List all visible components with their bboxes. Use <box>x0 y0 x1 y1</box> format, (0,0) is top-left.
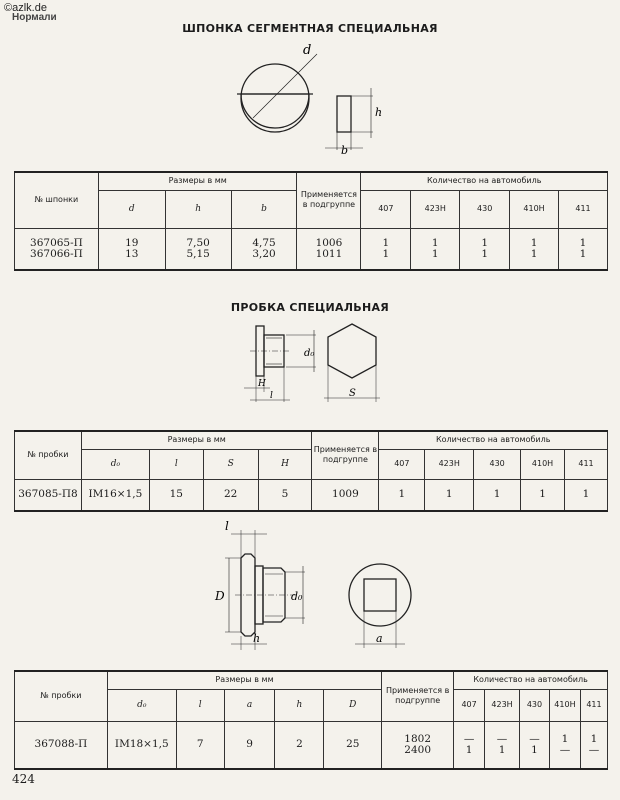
plug2-D: 25 <box>324 721 382 769</box>
plug2-col-407: 407 <box>454 689 485 721</box>
plug1-S: 22 <box>203 479 258 511</box>
plug1-H-label: H <box>258 379 266 389</box>
key-b-1: 4,75 <box>252 236 276 249</box>
plug2-qty-430-2: 1 <box>531 743 538 756</box>
plug1-col-l: l <box>149 449 203 479</box>
plug1-table <box>14 430 608 512</box>
plug2-l: 7 <box>176 721 224 769</box>
plug1-col-410h: 410Н <box>521 449 565 479</box>
table-row <box>15 228 608 270</box>
plug1-header-applied: Применяется в подгруппе <box>312 431 379 479</box>
key-qty-1-410h: 1 <box>530 236 538 249</box>
plug2-l-label: l <box>225 519 229 533</box>
key-header-sizes: Размеры в мм <box>98 172 297 190</box>
key-group-2: 1011 <box>315 247 343 260</box>
key-d-1: 19 <box>125 236 139 249</box>
plug1-col-S: S <box>203 449 258 479</box>
key-group-1: 1006 <box>315 236 343 249</box>
key-qty-2-430: 1 <box>481 247 488 260</box>
plug2-col-D: D <box>324 689 382 721</box>
plug2-col-l: l <box>176 689 224 721</box>
plug1-col-430: 430 <box>474 449 521 479</box>
plug1-header-sizes: Размеры в мм <box>81 431 312 449</box>
plug2-qty-407-1: — <box>463 732 475 745</box>
key-d-2: 13 <box>125 247 139 260</box>
plug2-header-quantity: Количество на автомобиль <box>454 671 608 689</box>
plug1-qty-410h: 1 <box>521 479 565 511</box>
plug1-col-H: H <box>258 449 312 479</box>
plug2-a: 9 <box>224 721 275 769</box>
plug1-header-quantity: Количество на автомобиль <box>379 431 608 449</box>
plug1-S-label: S <box>349 388 356 399</box>
plug2-header-part-no: № пробки <box>15 671 108 721</box>
plug1-qty-423h: 1 <box>425 479 474 511</box>
plug2-qty-410h-2: — <box>559 743 571 756</box>
key-title: ШПОНКА СЕГМЕНТНАЯ СПЕЦИАЛЬНАЯ <box>182 22 438 35</box>
plug2-col-411: 411 <box>580 689 607 721</box>
watermark: ©azlk.de <box>4 2 47 14</box>
plug1-header-part-no: № пробки <box>15 431 82 479</box>
plug2-qty-411-2: — <box>588 743 600 756</box>
page-number: 424 <box>12 772 35 786</box>
key-part-1: 367065-П <box>30 236 83 249</box>
key-qty-2-423h: 1 <box>431 247 439 260</box>
key-qty-1-423h: 1 <box>431 236 439 249</box>
plug2-col-430: 430 <box>520 689 550 721</box>
key-b-2: 3,20 <box>252 247 276 260</box>
plug2-qty-423h-2: 1 <box>498 743 506 756</box>
key-h-1: 7,50 <box>186 236 210 249</box>
plug1-col-407: 407 <box>379 449 425 479</box>
plug1-qty-407: 1 <box>379 479 425 511</box>
key-col-h: h <box>165 190 231 228</box>
plug2-header-applied: Применяется в подгруппе <box>382 671 454 721</box>
key-qty-2-407: 1 <box>382 247 390 260</box>
plug2-group-2: 2400 <box>404 743 432 756</box>
plug2-header-sizes: Размеры в мм <box>107 671 381 689</box>
plug2-part: 367088-П <box>15 721 108 769</box>
key-header-applied: Применяется в подгруппе <box>297 172 361 228</box>
plug2-col-410h: 410Н <box>549 689 580 721</box>
plug2-qty-407-2: 1 <box>465 743 473 756</box>
plug2-qty-410h-1: 1 <box>561 732 569 745</box>
key-col-d: d <box>98 190 165 228</box>
key-drawing <box>225 38 405 156</box>
plug1-qty-411: 1 <box>565 479 608 511</box>
plug1-d0-label: d₀ <box>304 348 315 359</box>
table-row <box>15 721 608 769</box>
table-row <box>15 479 608 511</box>
key-col-410h: 410Н <box>510 190 559 228</box>
key-header-part-no: № шпонки <box>15 172 99 228</box>
key-b-label: b <box>341 144 349 156</box>
plug2-col-h: h <box>275 689 324 721</box>
plug2-group-1: 1802 <box>404 732 432 745</box>
plug1-group: 1009 <box>312 479 379 511</box>
section-label: Нормали <box>12 12 57 23</box>
plug2-col-d0: d₀ <box>107 689 176 721</box>
plug1-part: 367085-П8 <box>15 479 82 511</box>
plug1-title: ПРОБКА СПЕЦИАЛЬНАЯ <box>230 301 390 314</box>
key-qty-1-411: 1 <box>579 236 587 249</box>
plug2-qty-423h-1: — <box>496 732 508 745</box>
key-qty-2-410h: 1 <box>530 247 538 260</box>
key-h-label: h <box>375 106 383 119</box>
key-col-407: 407 <box>361 190 411 228</box>
key-part-2: 367066-П <box>30 247 83 260</box>
key-d-label: d <box>303 43 312 58</box>
key-col-423h: 423Н <box>411 190 460 228</box>
plug2-h-label: h <box>253 632 261 645</box>
key-qty-1-407: 1 <box>382 236 390 249</box>
plug1-drawing <box>230 318 400 406</box>
plug1-col-d0: d₀ <box>81 449 149 479</box>
plug2-d0-label: d₀ <box>291 590 303 603</box>
plug1-l: 15 <box>149 479 203 511</box>
plug2-h: 2 <box>275 721 324 769</box>
plug2-col-423h: 423Н <box>485 689 520 721</box>
key-qty-1-430: 1 <box>481 236 488 249</box>
plug1-col-411: 411 <box>565 449 608 479</box>
plug2-col-a: a <box>224 689 275 721</box>
plug2-a-label: a <box>376 632 383 645</box>
key-col-430: 430 <box>460 190 510 228</box>
plug1-l-label: l <box>270 391 273 401</box>
plug2-d0: ІМ18×1,5 <box>107 721 176 769</box>
key-col-b: b <box>231 190 297 228</box>
key-h-2: 5,15 <box>186 247 210 260</box>
plug1-H: 5 <box>258 479 312 511</box>
plug2-table <box>14 670 608 770</box>
plug2-drawing <box>195 518 425 652</box>
plug1-qty-430: 1 <box>474 479 521 511</box>
plug2-D-label: D <box>215 589 225 603</box>
plug2-qty-430-1: — <box>529 732 540 745</box>
key-col-411: 411 <box>559 190 608 228</box>
key-table <box>14 171 608 271</box>
plug1-col-423h: 423Н <box>425 449 474 479</box>
key-qty-2-411: 1 <box>579 247 587 260</box>
key-header-quantity: Количество на автомобиль <box>361 172 608 190</box>
plug2-qty-411-1: 1 <box>590 732 598 745</box>
plug1-d0: ІМ16×1,5 <box>81 479 149 511</box>
